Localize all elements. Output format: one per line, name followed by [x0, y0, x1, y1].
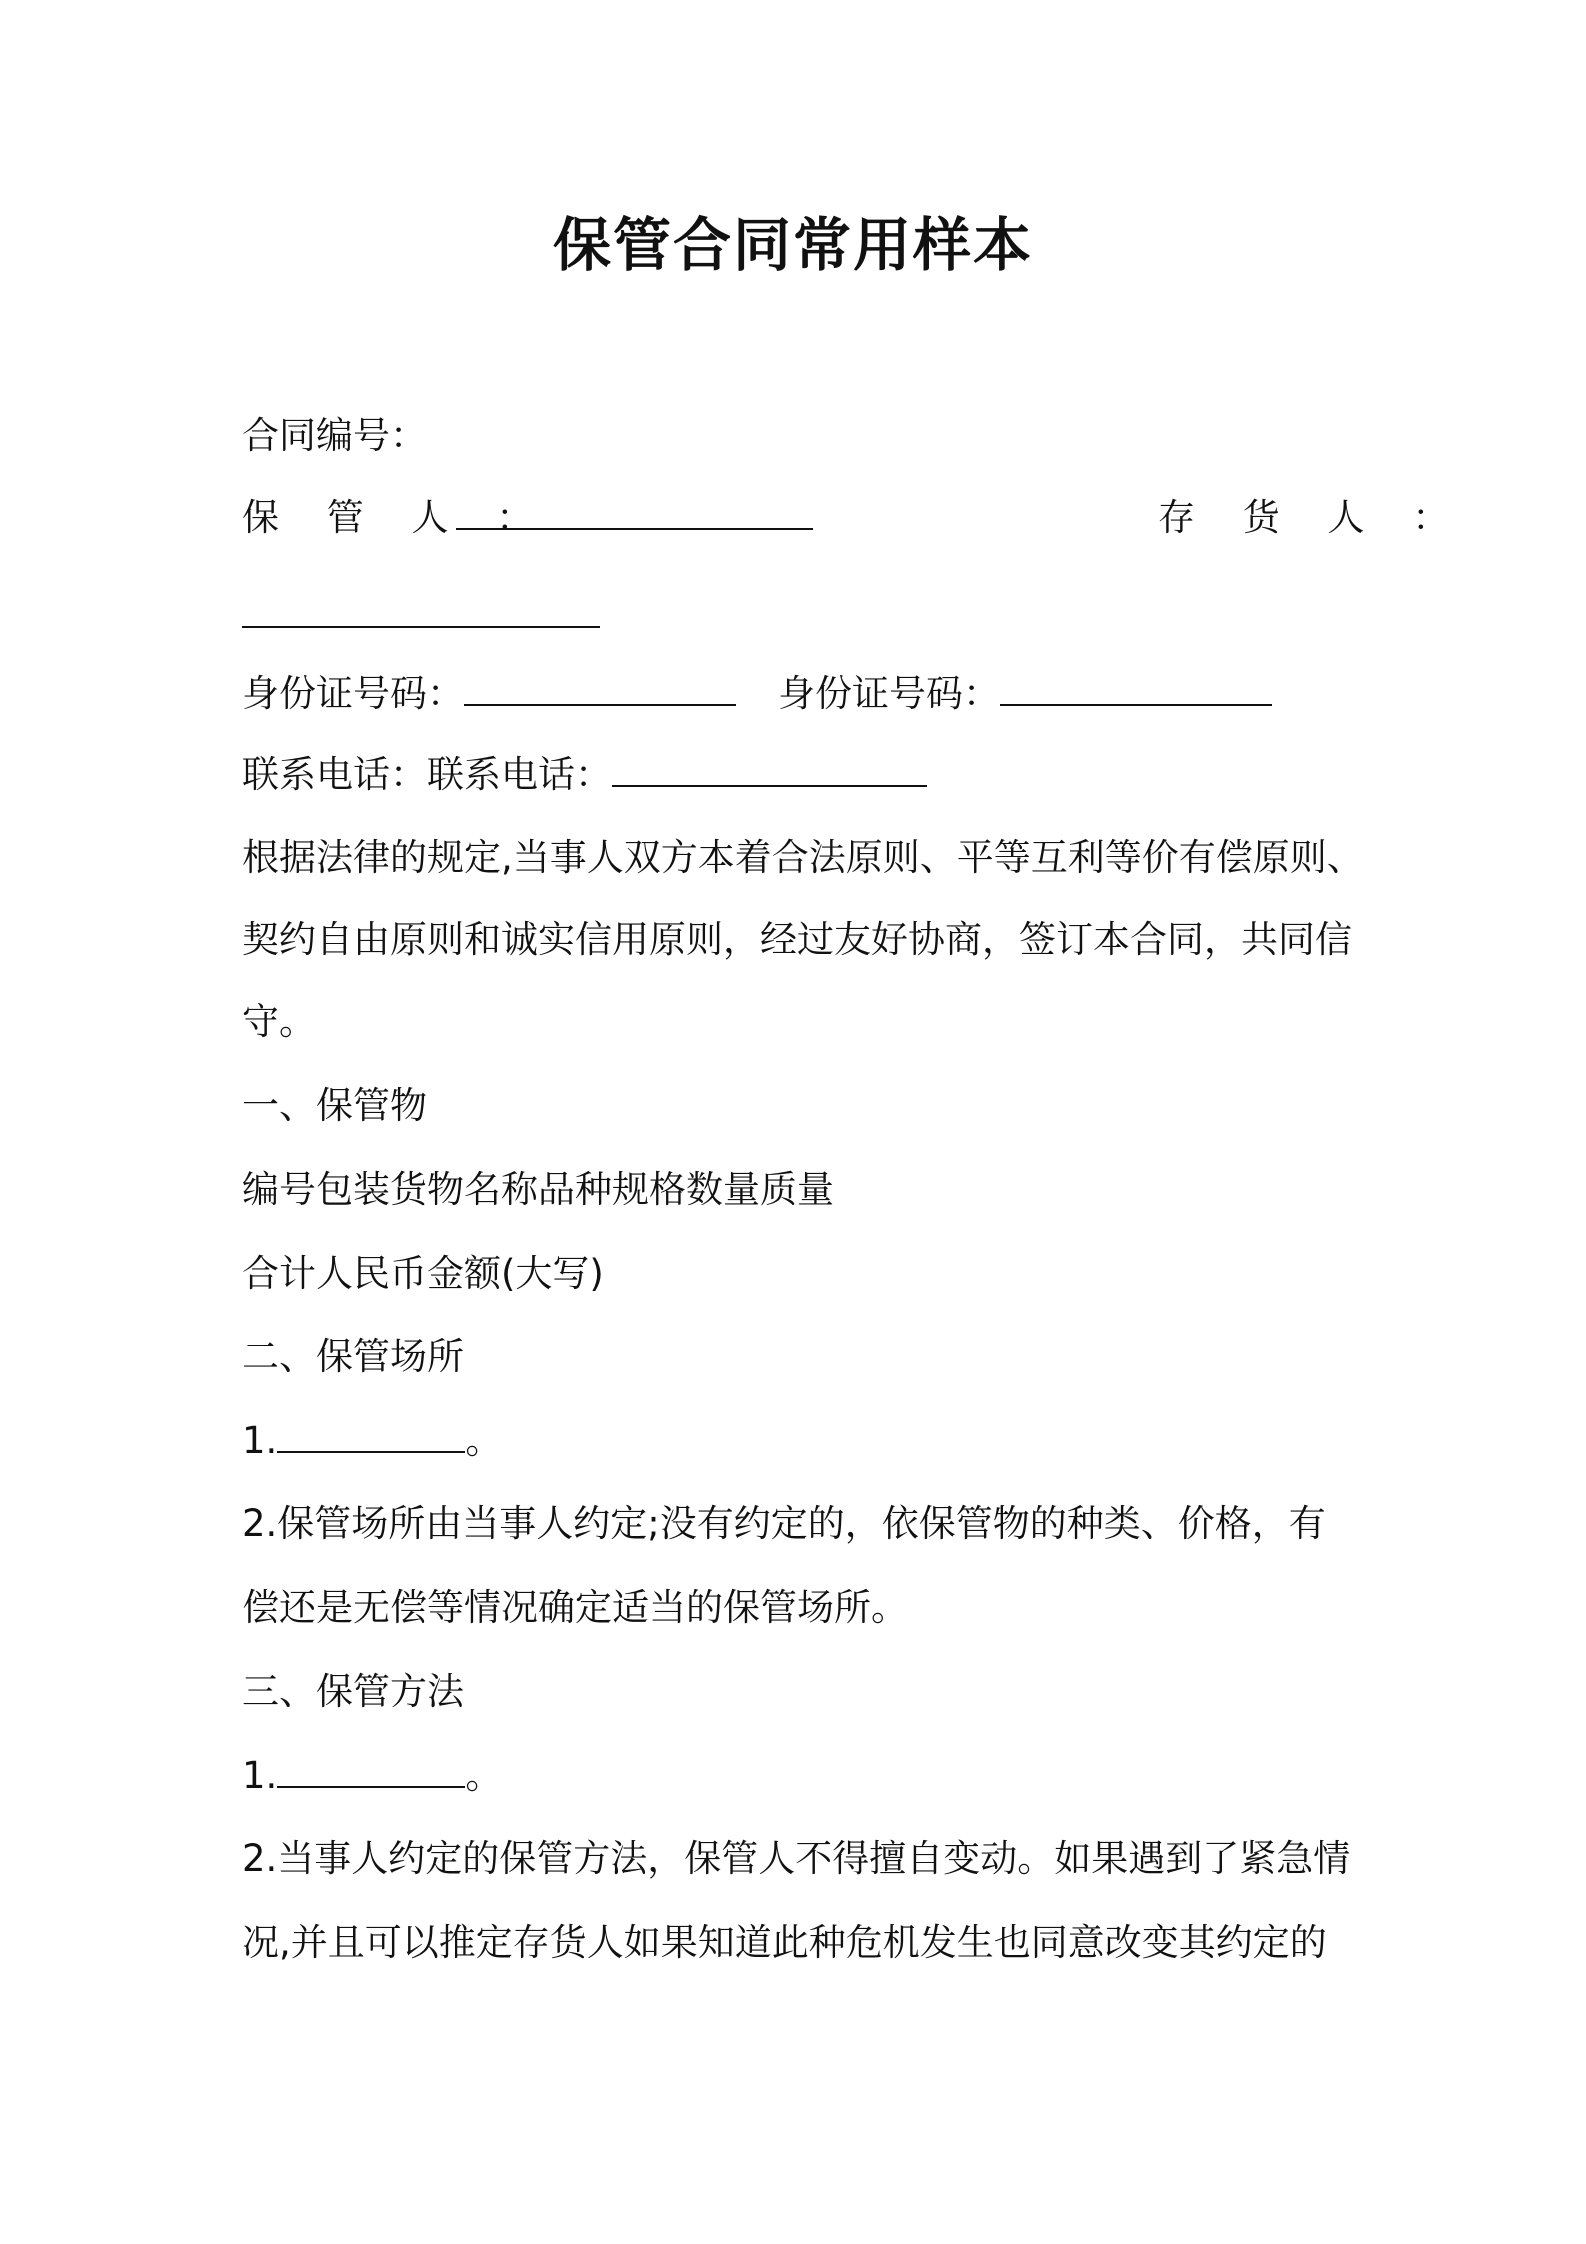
intro-line-1: 根据法律的规定,当事人双方本着合法原则、平等互利等价有偿原则、 — [242, 836, 1364, 879]
phone-row — [242, 749, 927, 801]
section2-item-1 — [242, 1415, 502, 1467]
id-number-row-2 — [778, 668, 1272, 720]
phone-blank[interactable] — [612, 751, 927, 787]
custodian-blank[interactable] — [456, 494, 813, 530]
id-number-label-1: 身份证号码： — [242, 672, 464, 715]
section3-item-1 — [242, 1750, 502, 1802]
section1-columns: 编号包装货物名称品种规格数量质量 — [242, 1168, 834, 1211]
section2-item1-blank[interactable] — [277, 1417, 465, 1453]
section2-item2-line-2: 偿还是无偿等情况确定适当的保管场所。 — [242, 1586, 908, 1629]
document-title: 保管合同常用样本 — [552, 211, 1033, 279]
section1-total: 合计人民币金额(大写) — [242, 1252, 604, 1295]
section3-item2-line-1: 2.当事人约定的保管方法，保管人不得擅自变动。如果遇到了紧急情 — [242, 1837, 1351, 1880]
depositor-field[interactable] — [242, 590, 600, 642]
section2-item1-prefix: 1. — [242, 1419, 278, 1462]
id-number-row — [242, 668, 736, 720]
id-number-blank-2[interactable] — [1000, 670, 1272, 706]
id-number-blank-1[interactable] — [464, 670, 736, 706]
contract-number-label: 合同编号： — [242, 414, 427, 457]
depositor-label: 存 货 人 ： — [1158, 496, 1468, 539]
section3-heading: 三、保管方法 — [242, 1670, 464, 1713]
section3-item1-suffix: 。 — [465, 1754, 503, 1797]
section2-item2-line-1: 2.保管场所由当事人约定;没有约定的，依保管物的种类、价格，有 — [242, 1502, 1326, 1545]
section2-item1-suffix: 。 — [465, 1419, 503, 1462]
depositor-blank[interactable] — [242, 592, 600, 628]
intro-line-2: 契约自由原则和诚实信用原则，经过友好协商，签订本合同，共同信 — [242, 918, 1352, 961]
id-number-label-2: 身份证号码： — [778, 672, 1000, 715]
custodian-label: 保 管 人 ： — [242, 496, 552, 539]
custodian-field[interactable] — [456, 492, 813, 544]
section3-item2-line-2: 况,并且可以推定存货人如果知道此种危机发生也同意改变其约定的 — [242, 1921, 1327, 1964]
section3-item1-blank[interactable] — [277, 1752, 465, 1788]
section2-heading: 二、保管场所 — [242, 1335, 464, 1378]
section3-item1-prefix: 1. — [242, 1754, 278, 1797]
phone-label-2: 联系电话： — [427, 753, 612, 796]
phone-label-1: 联系电话： — [242, 753, 427, 796]
intro-line-3: 守。 — [242, 1000, 316, 1043]
section1-heading: 一、保管物 — [242, 1084, 427, 1127]
